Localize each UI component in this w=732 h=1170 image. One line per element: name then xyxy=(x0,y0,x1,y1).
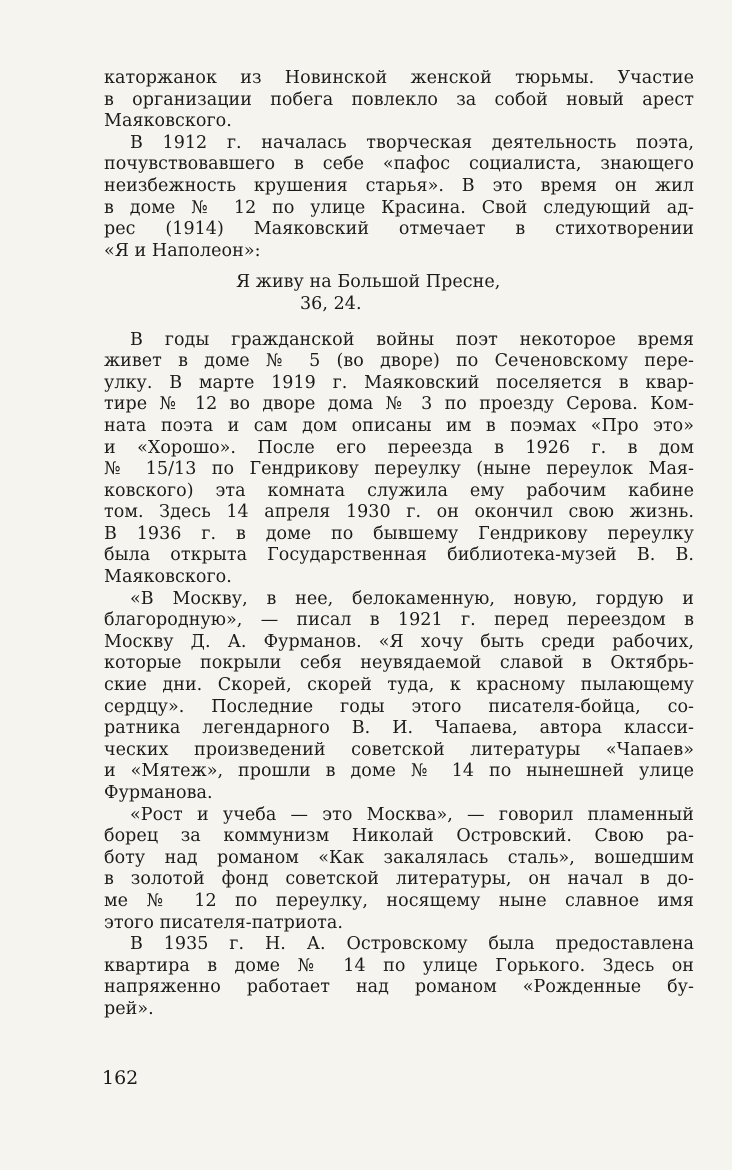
paragraph-4 xyxy=(104,589,694,805)
text-line: «В Москву, в нее, белокаменную, новую, гордую и xyxy=(130,588,694,609)
paragraph-5 xyxy=(104,805,694,935)
text-line: ме № 12 по переулку, носящему ныне славное имя xyxy=(104,890,694,911)
text-line: сердцу». Последние годы этого писателя-бойца, со- xyxy=(104,696,694,717)
text-line: «Рост и учеба — это Москва», — говорил пламенный xyxy=(130,804,694,825)
text-line: ратника легендарного В. И. Чапаева, автора класси- xyxy=(104,718,694,739)
page-number: 162 xyxy=(102,1067,139,1089)
text-line: «Я и Наполеон»: xyxy=(104,240,261,261)
page-text xyxy=(104,68,694,1021)
text-line: и «Хорошо». После его переезда в 1926 г. в дом xyxy=(104,437,694,458)
text-line: в доме № 12 по улице Красина. Свой следующий ад- xyxy=(104,197,694,218)
paragraph-6 xyxy=(104,934,694,1020)
text-line: ковского) эта комната служила ему рабочим кабине xyxy=(104,480,694,501)
text-line: улку. В марте 1919 г. Маяковский поселяется в квар- xyxy=(104,372,694,393)
poem-quote xyxy=(104,272,694,315)
text-line: № 15/13 по Гендрикову переулку (ныне переулок Мая- xyxy=(104,459,694,480)
text-line: Маяковского. xyxy=(104,567,232,588)
poem-line: Я живу на Большой Пресне, xyxy=(236,272,501,293)
text-line: В 1935 г. Н. А. Островскому была предоставлена xyxy=(130,934,694,955)
text-line: рей». xyxy=(104,998,154,1019)
text-line: напряженно работает над романом «Рожденные бу- xyxy=(104,977,694,998)
text-line: почувствовавшего в себе «пафос социалиста, знающего xyxy=(104,154,694,175)
text-line: В 1936 г. в доме по бывшему Гендрикову переулку xyxy=(104,523,694,544)
text-line: борец за коммунизм Николай Островский. Свою ра- xyxy=(104,826,694,847)
text-line: в золотой фонд советской литературы, он начал в до- xyxy=(104,869,694,890)
text-line: Москву Д. А. Фурманов. «Я хочу быть среди рабочих, xyxy=(104,631,694,652)
text-line: В 1912 г. началась творческая деятельность поэта, xyxy=(130,132,694,153)
text-line: была открыта Государственная библиотека-музей В. В. xyxy=(104,545,694,566)
paragraph-1 xyxy=(104,68,694,133)
poem-line: 36, 24. xyxy=(300,293,362,314)
text-line: живет в доме № 5 (во дворе) по Сеченовскому пере- xyxy=(104,351,694,372)
text-line: ческих произведений советской литературы «Чапаев» xyxy=(104,739,694,760)
text-line: ские дни. Скорей, скорей туда, к красному пылающему xyxy=(104,675,694,696)
paragraph-2 xyxy=(104,133,694,263)
text-line: ната поэта и сам дом описаны им в поэмах «Про это» xyxy=(104,415,694,436)
paragraph-3 xyxy=(104,330,694,589)
text-line: которые покрыли себя неувядаемой славой в Октябрь- xyxy=(104,653,694,674)
text-line: благородную», — писал в 1921 г. перед переездом в xyxy=(104,610,694,631)
text-line: квартира в доме № 14 по улице Горького. Здесь он xyxy=(104,955,694,976)
text-line: рес (1914) Маяковский отмечает в стихотворении xyxy=(104,219,694,240)
text-line: том. Здесь 14 апреля 1930 г. он окончил свою жизнь. xyxy=(104,502,694,523)
text-line: тире № 12 во дворе дома № 3 по проезду Серова. Ком- xyxy=(104,394,694,415)
text-line: каторжанок из Новинской женской тюрьмы. Участие xyxy=(104,68,694,88)
text-line: Фурманова. xyxy=(104,783,213,803)
text-line: Маяковского. xyxy=(104,111,232,132)
text-line: в организации побега повлекло за собой новый арест xyxy=(104,89,694,110)
text-line: боту над романом «Как закалялась сталь», вошедшим xyxy=(104,847,694,868)
text-line: неизбежность крушения старья». В это время он жил xyxy=(104,175,694,196)
text-line: и «Мятеж», прошли в доме № 14 по нынешней улице xyxy=(104,761,694,782)
text-line: этого писателя-патриота. xyxy=(104,912,344,933)
text-line: В годы гражданской войны поэт некоторое время xyxy=(130,329,694,350)
